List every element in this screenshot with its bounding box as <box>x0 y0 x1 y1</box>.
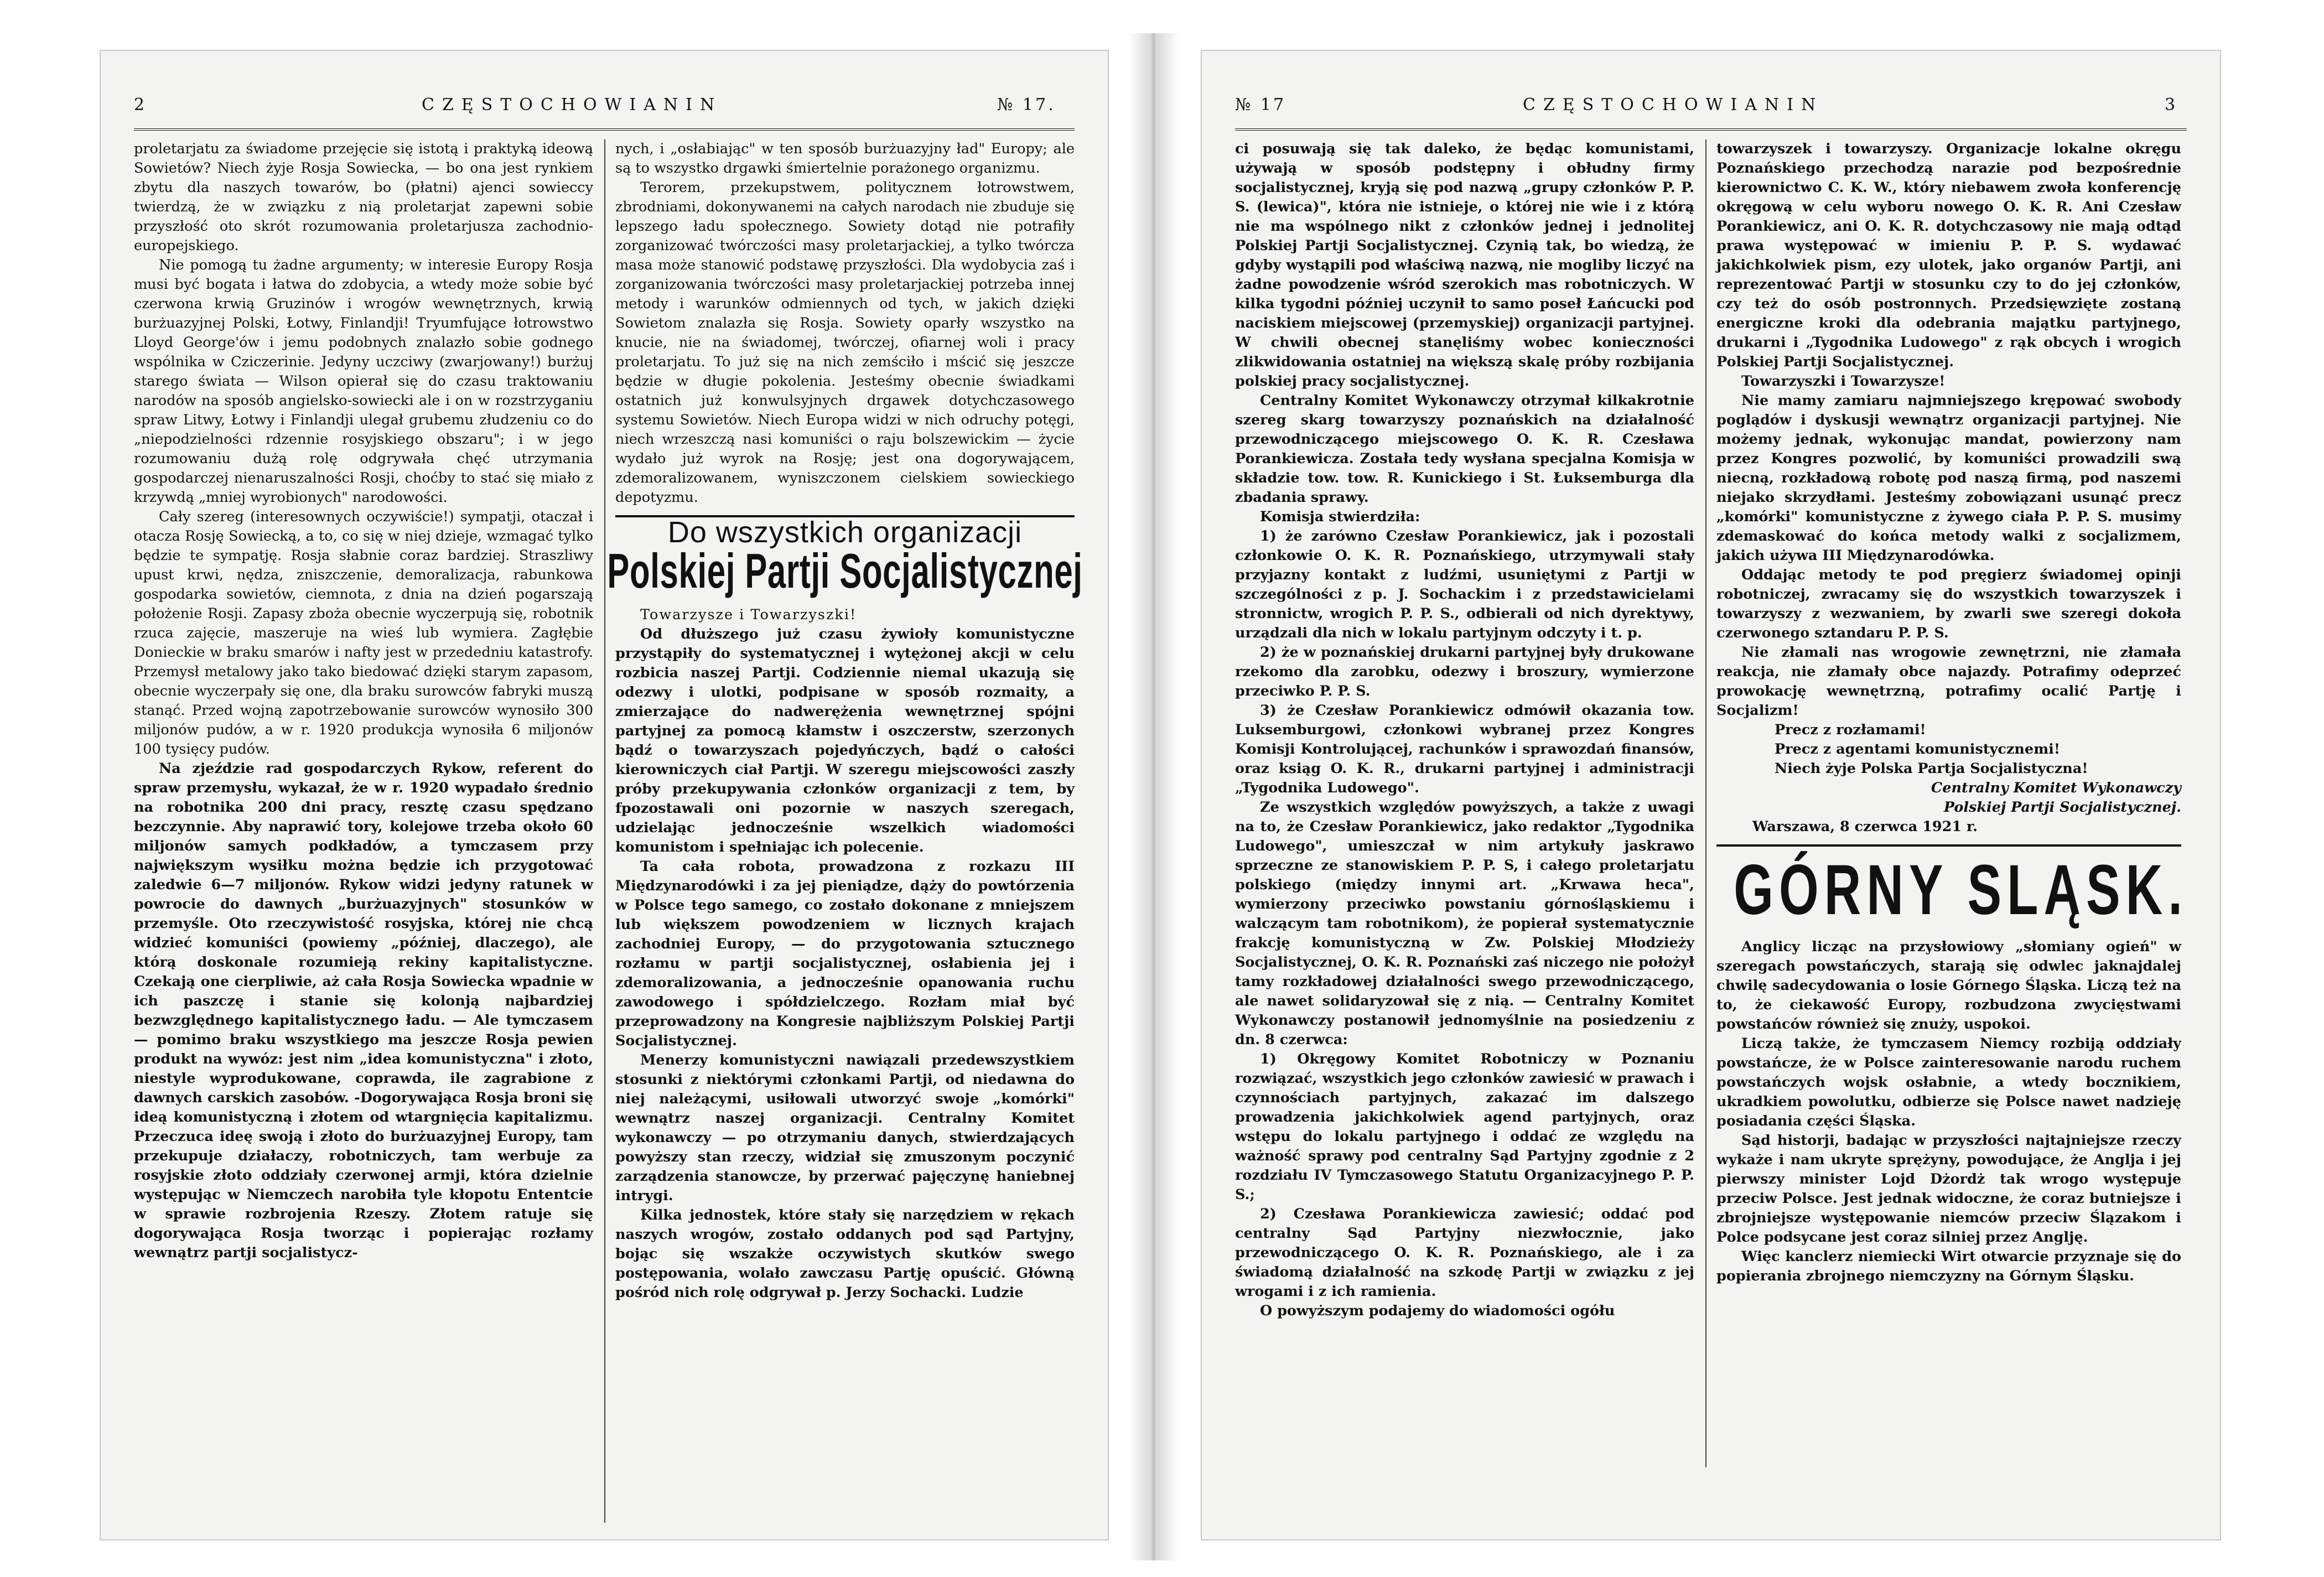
issue-number: № 17 <box>1235 95 1286 115</box>
paragraph: towarzyszek i towarzyszy. Organizacje lokalne okręgu Poznańskiego przechodzą narazie pod bezpośrednie kierownictwo C. K. W., który niebawem zwoła konferencję okręgową w celu wyboru nowego O. K. R. Ani Czesław Porankiewicz, ani O. K. R. dotychczasowy nie mają odtąd prawa występować w imieniu P. P. S. wydawać jakichkolwiek pism, ezy ulotek, jako organów Partji, ani reprezentować Partji w stosunku czy to do jej członków, czy też do osób postronnych. Przedsięwzięte zostaną energiczne kroki dla odebrania majątku partyjnego, drukarni i „Tygodnika Ludowego" z rąk obcych i wrogich Polskiej Partji Socjalistycznej. <box>1716 141 2181 370</box>
headline-small: Do wszystkich organizacji <box>667 516 1023 549</box>
paragraph: Nie mamy zamiaru najmniejszego krępować swobody poglądów i dyskusji wewnątrz organizacji partyjnej. Nie możemy jednak, wykonując mandat, powierzony nam przez Kongres pozwolić, by komuniści prowadzili swą niecną, rozkładową robotę pod naszą firmą, pod naszemi niejako skrzydłami. Jesteśmy zobowiązani usunąć precz „komórki" komunistyczne z żywego ciała P. P. S. musimy zdemaskować do końca metody walki z socjalizmem, jakich używa III Międzynarodówka. <box>1716 392 2181 564</box>
paragraph: 1) Okręgowy Komitet Robotniczy w Poznaniu rozwiązać, wszystkich jego członków zawiesić w prawach i czynnościach partyjnych, zakazać im dalszego prowadzenia jakichkolwiek agend partyjnych, oraz wstępu do lokalu partyjnego i oddać ze względu na ważność sprawy pod centralny Sąd Partyjny zgodnie z 2 rozdziału IV Tymczasowego Statutu Organizacyjnego P. P. S.; <box>1235 1051 1694 1203</box>
paragraph: Na zjeździe rad gospodarczych Rykow, referent do spraw przemysłu, wykazał, że w r. 1920 wypadało średnio na robotnika 200 dni pracy, resztę czasu spędzano bezczynnie. Aby naprawić tory, kolejowe trzeba około 60 miljonów samych podkładów, a tymczasem przy największym wysiłku można będzie ich przygotować zaledwie 6—7 miljonów. Rykow widzi jedyny ratunek w powrocie do dawnych „burżuazyjnych" stosunków w przemyśle. Oto rzeczywistość rosyjska, której nie chcą widzieć komuniści (powiemy „później, dlaczego), ale którą doskonale rozumieją rekiny kapitalistyczne. Czekają one cierpliwie, aż cała Rosja Sowiecka wpadnie w ich paszczę i stanie się kolonją najbardziej bezwzględnego kapitalistycznego ładu. — Ale tymczasem — pomimo braku wszystkiego ma jeszcze Rosja pewien produkt na wywóz: jest nim „idea komunistyczna" i złoto, niestyle wyprodukowane, coprawda, ile zagrabione z dawnych carskich zasobów. -Dogorywająca Rosja broni się ideą komunistyczną i złotem od wtargnięcia kapitalizmu. Przeczuca ideę swoją i złoto do burżuazyjnej Europy, tam przekupuje działaczy, robotniczych, tam werbuje za rosyjskie złoto oddziały czerwonej armji, która dzielnie występując w Niemczech narobiła tyle kłopotu Ententcie w sprawie rozbrojenia Rzeszy. Złotem ratuje się dogorywająca Rosja tworząc i popierając rozłamy wewnątrz partji socjalistycz- <box>134 760 593 1261</box>
signature-line: Polskiej Partji Socjalistycznej. <box>1943 799 2181 816</box>
paragraph: Nie pomogą tu żadne argumenty; w interesie Europy Rosja musi być bogata i łatwa do zdobycia, a wtedy może sobie być czerwona krwią Gruzinów i wrogów wewnętrznych, krwią burżuazyjnej Polski, Łotwy, Finlandji! Tryumfujące łotrowstwo Lloyd George'ów i jemu podobnych znalazło sobie godnego wspólnika w Cziczerinie. Jedyny uczciwy (zwarjowany!) burżuj starego świata — Wilson opierał się do czasu traktowaniu narodów na sposób angielsko-sowiecki ale i on w rozstrzyganiu spraw Litwy, Łotwy i Finlandji ulegał grubemu złudzeniu co do „niepodzielności rdzennie rosyjskiego obszaru"; i w jego rozumowaniu dużą rolę odgrywała chęć utrzymania gospodarczej nienaruszalności Rosji, choćby to stać się miało z krzywdą „mniej wyrobionych" narodowości. <box>134 257 593 506</box>
paragraph: O powyższym podajemy do wiadomości ogółu <box>1260 1303 1615 1319</box>
section-rule <box>1716 844 2181 847</box>
paragraph: Sąd historji, badając w przyszłości najtajniejsze rzeczy wykaże i nam ukryte sprężyny, powodujące, że Anglja i jej pierwszy minister Lojd Dżordż tak wrogo występuje przeciw Polsce. Jest jednak widoczne, że coraz butniejsze i zbrojniejsze występowanie niemców przeciw Ślązakom i Polce podsycane jest coraz silniej przez Anglję. <box>1716 1132 2181 1246</box>
paragraph: Oddając metody te pod pręgierz świadomej opinji robotniczej, zwracamy się do wszystkich towarzyszek i towarzyszy z wezwaniem, by zwarli swe szeregi dokoła czerwonego sztandaru P. P. S. <box>1716 567 2181 641</box>
paragraph: 2) że w poznańskiej drukarni partyjnej były drukowane rzekomo dla zarobku, odezwy i broszury, wymierzone przeciwko P. P. S. <box>1235 644 1694 699</box>
left-column-1 <box>134 139 593 1263</box>
paragraph: Więc kanclerz niemiecki Wirt otwarcie przyznaje się do popierania zbrojnego niemczyzny na Górnym Śląsku. <box>1716 1248 2181 1284</box>
right-page-header <box>1235 90 2187 131</box>
paragraph: nych, i „osłabiając" w ten sposób burżuazyjny ład" Europy; ale są to wszystko drgawki śmiertelnie porażonego organizmu. <box>615 141 1075 177</box>
right-column-1 <box>1235 139 1694 1321</box>
left-page-header <box>134 90 1075 131</box>
salutation: Towarzysze i Towarzyszki! <box>640 606 857 623</box>
left-page <box>100 50 1109 1540</box>
left-column-2 <box>607 139 1083 1303</box>
paragraph: Nie złamali nas wrogowie zewnętrzni, nie złamała reakcja, nie złamały obce najazdy. Potrafimy odeprzeć prowokację wewnętrzną, potrafimy ocalić Partję i Socjalizm! <box>1716 644 2181 719</box>
slogan: Precz z agentami komunistycznemi! <box>1775 741 2061 758</box>
slogan: Niech żyje Polska Partja Socjalistyczna! <box>1775 760 2088 777</box>
paragraph: 3) że Czesław Porankiewicz odmówił okazania tow. Luksemburgowi, członkowi wybranej przez Kongres Komisji Kontrolującej, rachunków i sprawozdań finansów, oraz ksiąg O. K. R., drukarni partyjnej i administracji „Tygodnika Ludowego". <box>1235 702 1694 796</box>
dateline: Warszawa, 8 czerwca 1921 r. <box>1752 818 1978 835</box>
paragraph: Towarzyszki i Towarzysze! <box>1741 373 1946 390</box>
issue-number: № 17. <box>997 95 1056 115</box>
paragraph: Cały szereg (interesownych oczywiście!) sympatji, otaczał i otacza Rosję Sowiecką, a to, co się w niej dzieje, wzmagać tylko będzie te sympatję. Rosja słabnie coraz bardziej. Straszliwy upust krwi, nędza, zniszczenie, demoralizacja, rabunkowa gospodarka sowietów, ciemnota, z dnia na dzień pogarszają położenie Rosji. Zapasy zboża obecnie wyczerpują się, robotnik rzuca zajęcie, maszeruje na wieś lub wymiera. Zagłębie Donieckie w braku smarów i nafty jest w przededniu katastrofy. Przemysł metalowy jako tako biedować dzięki starym zapasom, obecnie wyczerpały się one, dla braku surowców fabryki muszą stanąć. Przed wojną zapotrzebowanie surowców wynosiło 300 miljonów pudów, a w r. 1920 produkcja wynosiła 6 miljonów 100 tysięcy pudów. <box>134 509 593 758</box>
masthead: CZĘSTOCHOWIANIN <box>1523 95 1824 115</box>
right-page <box>1201 50 2221 1540</box>
slogan: Precz z rozłamami! <box>1775 722 1926 738</box>
column-divider <box>1705 139 1706 1467</box>
paragraph: Ze wszystkich względów powyższych, a także z uwagi na to, że Czesław Porankiewicz, jako redaktor „Tygodnika Ludowego", umieszczał w nim artykuły jaskrawo sprzeczne ze stanowiskiem P. P. S, i całego proletarjatu polskiego (między innymi art. „Krwawa heca", wymierzony przeciwko powstaniu górnośląskiemu i walczącym tam robotnikom), że popierał systematycznie frakcję komunistyczną w Zw. Polskiej Młodzieży Socjalistycznej, O. K. R. Poznański zaś niczego nie położył tamy rozkładowej działalności swego przewodniczącego, ale nawet solidaryzował się z nią. — Centralny Komitet Wykonawczy postanowił jednomyślnie na posiedzeniu z dn. 8 czerwca: <box>1235 799 1694 1048</box>
signature-line: Centralny Komitet Wykonawczy <box>1931 780 2181 796</box>
headline-gorny-slask: GÓRNY SLĄSK. <box>1734 850 2188 930</box>
paragraph: Terorem, przekupstwem, politycznem łotrowstwem, zbrodniami, dokonywanemi na całych narodach nie zbuduje się lepszego ładu społecznego. Sowiety dotąd nie potrafiły zorganizować twórczości masy proletarjackiej, a tylko twórcza masa może stanowić podstawę przyszłości. Dla wydobycia zaś i zorganizowania twórczości masy proletarjackiej potrzeba innej metody i warunków odmiennych od tych, w jakich dzięki Sowietom znalazła się Rosja. Sowiety oparły wszystko na knucie, nie na świadomej, twórczej, ofiarnej woli i pracy proletarjatu. To już się na nich zemściło i mścić się jeszcze będzie w długie pokolenia. Jesteśmy obecnie świadkami ostatnich już konwulsyjnych drgawek dotychczasowego systemu Sowietów. Niech Europa widzi w nich odruchy potęgi, niech wrzeszczą nasi komuniści o raju bolszewickim — życie wydało już wyrok na Rosję; jest ona dogorywającem, zdemoralizowanem, wyniszczonem cielskiem sowieckiego depotyzmu. <box>615 179 1075 506</box>
paragraph: proletarjatu za świadome przejęcie się istotą i praktyką ideową Sowietów? Niech żyje Rosja Sowiecka, — bo ona jest rynkiem zbytu dla naszych towarów, bo (płatni) ajenci sowieccy twierdzą, że w związku z nią proletarjat zapewni sobie przyszłość oto skrót rozumowania proletarjusza zachodnio-europejskiego. <box>134 141 593 254</box>
column-divider <box>604 139 605 1523</box>
paragraph: Od dłuższego już czasu żywioły komunistyczne przystąpiły do systematycznej i wytężonej akcji w celu rozbicia naszej Partji. Codziennie niemal ukazują się odezwy i ulotki, podpisane w sposób rozmaity, a zmierzające do nadwerężenia wewnętrznej spójni partyjnej za pomocą kłamstw i oszczerstw, szerzonych bądź o towarzyszach pojedyńczych, bądź o całości kierowniczych ciał Partji. W szeregu miejscowości zaszły próby przekupywania członków organizacji z tem, by fpozostawali oni pozornie w naszych szeregach, udzielając jednocześnie wszelkich wiadomości komunistom i spełniając ich polecenie. <box>615 626 1075 855</box>
paragraph: Komisja stwierdziła: <box>1260 509 1420 525</box>
page-gutter <box>1129 33 1179 1560</box>
page-number: 3 <box>2165 95 2183 115</box>
paragraph: Centralny Komitet Wykonawczy otrzymał kilkakrotnie szereg skarg towarzyszy poznańskich na działalność przewodniczącego miejscowego O. K. R. Czesława Porankiewicza. Została tedy wysłana specjalna Komisja w składzie tow. tow. R. Kunickiego i St. Łuksemburga dla zbadania sprawy. <box>1235 392 1694 506</box>
paragraph: Liczą także, że tymczasem Niemcy rozbiją oddziały powstańcze, że w Polsce zainteresowanie narodu ruchem powstańczych wojsk osłabnie, a wtedy bocznikiem, ukradkiem powolutku, odbierze się Polsce nawet nadzieję posiadania części Śląska. <box>1716 1035 2181 1129</box>
paragraph: Menerzy komunistyczni nawiązali przedewszystkiem stosunki z niektórymi członkami Partji, od niedawna do niej należącymi, usiłowali utworzyć swoje „komórki" wewnątrz naszej organizacji. Centralny Komitet wykonawczy — po otrzymaniu danych, stwierdzających powyższy stan rzeczy, widział się zmuszonym poczynić zarządzenia stanowcze, by przerwać pajęczynę haniebnej intrygi. <box>615 1052 1075 1204</box>
paragraph: Ta cała robota, prowadzona z rozkazu III Międzynarodówki i za jej pieniądze, dąży do powtórzenia w Polsce tego samego, co zostało dokonane z mniejszem lub większem powodzeniem w licznych krajach zachodniej Europy, — do przygotowania sztucznego rozłamu w partji socjalistycznej, osłabienia jej i zdemoralizowania, a jednocześnie opanowania ruchu zawodowego i spółdzielczego. Rozłam miał być przeprowadzony na Kongresie najbliższym Polskiej Partji Socjalistycznej. <box>615 858 1075 1049</box>
masthead: CZĘSTOCHOWIANIN <box>422 95 723 115</box>
paragraph: 1) że zarówno Czesław Porankiewicz, jak i pozostali członkowie O. K. R. Poznańskiego, utrzymywali stały przyjazny kontakt z ludźmi, usuniętymi z Partji w szczególności z p. J. Sochackim i z przedstawicielami stronnictw, wrogich P. P. S., odbierali od nich dyrektywy, urządzali dla nich w lokalu partyjnym odczyty i t. p. <box>1235 528 1694 641</box>
page-number: 2 <box>134 95 153 115</box>
right-column-2 <box>1716 139 2188 1286</box>
paragraph: Kilka jednostek, które stały się narzędziem w rękach naszych wrogów, zostało oddanych pod sąd Partyjny, bojąc się wszakże oczywistych skutków swego postępowania, wolało zawczasu Partję opuścić. Główną pośród nich rolę odgrywał p. Jerzy Sochacki. Ludzie <box>615 1207 1075 1301</box>
paragraph: 2) Czesława Porankiewicza zawiesić; oddać pod centralny Sąd Partyjny niezwłocznie, jako przewodniczącego O. K. R. Poznańskiego, ale i za świadomą działalność na szkodę Partji w związku z jej wrogami i z ich ramienia. <box>1235 1206 1694 1300</box>
paragraph: Anglicy licząc na przysłowiowy „słomiany ogień" w szeregach powstańczych, starają się odwlec jaknajdalej chwilę sadecydowania o losie Górnego Śląska. Liczą też na to, że ciekawość Europy, rozbudzona zwycięstwami powstańców również się znuży, uspokoi. <box>1716 938 2181 1033</box>
paragraph: ci posuwają się tak daleko, że będąc komunistami, używają w sposób podstępny i obłudny firmy socjalistycznej, kryją się pod nazwą „grupy członków P. P. S. (lewica)", która nie istnieje, o której nie wie i z którą nie ma wspólnego nikt z członków jednej i jednolitej Polskiej Partji Socjalistycznej. Czynią tak, bo wiedzą, że gdyby wystąpili pod właściwą nazwą, nie mogliby liczyć na żadne powodzenie wśród szerokich mas robotniczych. W kilka tygodni później uczynił to samo poseł Łańcucki pod naciskiem miejscowej (przemyskiej) organizacji partyjnej. W chwili obecnej stanęliśmy wobec konieczności zlikwidowania ostatniej na większą skalę próby rozbijania polskiej pracy socjalistycznej. <box>1235 141 1694 390</box>
headline-pps: Polskiej Partji Socjalistycznej <box>607 543 1083 598</box>
